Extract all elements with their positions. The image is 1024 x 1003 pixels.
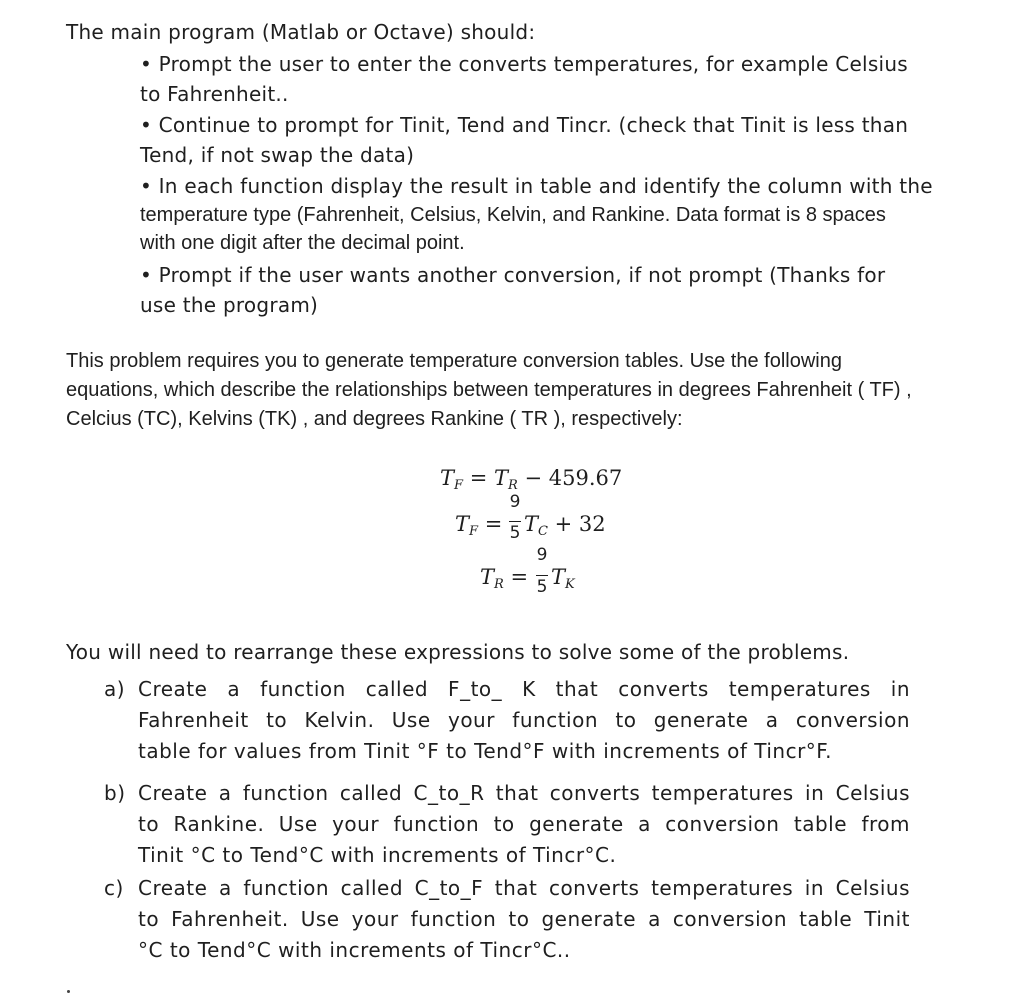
bullet-2-line-1: • Continue to prompt for Tinit, Tend and Tincr. (check that Tinit is less than [140, 113, 909, 137]
task-c-marker: c) [104, 876, 124, 900]
bullet-1-line-2: to Fahrenheit.. [140, 82, 289, 106]
task-a-marker: a) [104, 677, 126, 701]
intro-heading: The main program (Matlab or Octave) should: [66, 20, 536, 44]
equation-2-denominator: 5 [509, 523, 521, 543]
task-c-line-2: to Fahrenheit. Use your function to generate a conversion table Tinit [138, 907, 910, 931]
task-b-line-1: Create a function called C_to_R that converts temperatures in Celsius [138, 781, 910, 805]
task-b-marker: b) [104, 781, 126, 805]
task-b-line-2: to Rankine. Use your function to generate a conversion table from [138, 812, 910, 836]
equation-2-rhs: $T_C + 32$ [524, 512, 606, 539]
bullet-4-line-1: • Prompt if the user wants another conversion, if not prompt (Thanks for [140, 263, 886, 287]
problem-line-2: equations, which describe the relationships between temperatures in degrees Fahrenheit ( TF) , [66, 379, 912, 401]
bullet-1-line-1: • Prompt the user to enter the converts temperatures, for example Celsius [140, 52, 908, 76]
equation-2-numerator: 9 [509, 492, 521, 512]
task-a-line-1: Create a function called F_to_ K that converts temperatures in [138, 677, 910, 701]
problem-line-1: This problem requires you to generate temperature conversion tables. Use the following [66, 350, 842, 372]
equation-3-lhs: $T_R$ = [480, 565, 529, 592]
task-c-line-3: °C to Tend°C with increments of Tincr°C.. [138, 938, 571, 962]
equation-3-rhs: $T_K$ [551, 565, 575, 592]
equation-3-numerator: 9 [536, 545, 548, 565]
problem-line-3: Celcius (TC), Kelvins (TK) , and degrees Rankine ( TR ), respectively: [66, 408, 683, 430]
task-c-line-1: Create a function called C_to_F that converts temperatures in Celsius [138, 876, 910, 900]
task-a-line-3: table for values from Tinit °F to Tend°F with increments of Tincr°F. [138, 739, 832, 763]
task-b-line-3: Tinit °C to Tend°C with increments of Tincr°C. [138, 843, 617, 867]
equation-3-fraction-bar [536, 575, 548, 576]
equation-2-lhs: $T_F$ = [455, 512, 503, 539]
bullet-3-line-1: • In each function display the result in table and identify the column with the [140, 174, 933, 198]
equation-2-fraction-bar [509, 521, 521, 522]
equation-1: $T_F = T_R - 459.67$ [440, 466, 623, 493]
equation-3-denominator: 5 [536, 577, 548, 597]
rearrange-note: You will need to rearrange these expressions to solve some of the problems. [66, 640, 850, 664]
stray-dot [67, 990, 70, 993]
bullet-4-line-2: use the program) [140, 293, 319, 317]
bullet-3-line-3: with one digit after the decimal point. [140, 232, 465, 254]
task-a-line-2: Fahrenheit to Kelvin. Use your function to generate a conversion [138, 708, 910, 732]
bullet-3-line-2: temperature type (Fahrenheit, Celsius, Kelvin, and Rankine. Data format is 8 spaces [140, 204, 886, 226]
bullet-2-line-2: Tend, if not swap the data) [140, 143, 415, 167]
